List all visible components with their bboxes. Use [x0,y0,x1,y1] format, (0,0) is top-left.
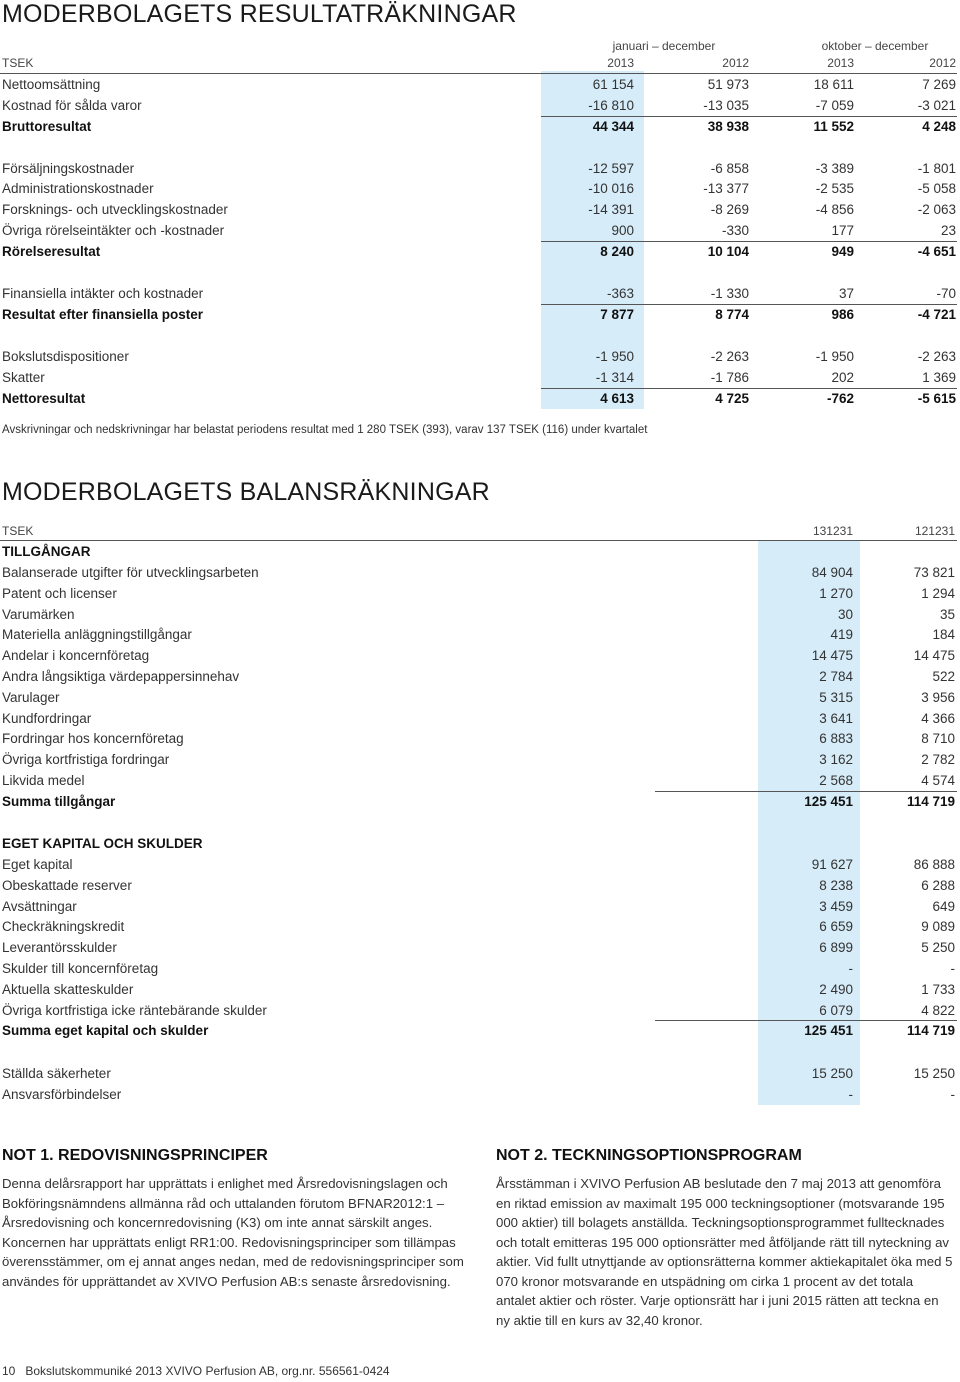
row-value-col-4: -2 263 [917,349,956,364]
row-label: Obeskattade reserver [2,877,132,893]
row-label: Varumärken [2,606,75,622]
row-value-col-1: 900 [611,223,634,238]
asset-row [0,709,960,729]
row-label: Kundfordringar [2,710,92,726]
row-value-col-1: 3 162 [819,752,853,768]
row-value-col-1: 84 904 [811,565,853,580]
row-value-col-4: -3 021 [917,98,956,113]
row-label: Leverantörsskulder [2,940,117,956]
asset-row [0,625,960,645]
row-value-col-2: -6 858 [710,161,749,176]
row-label: Finansiella intäkter och kostnader [2,286,204,301]
row-value-col-1: -12 597 [588,161,634,176]
asset-row [0,667,960,687]
note1-heading: NOT 1. REDOVISNINGSPRINCIPER [2,1147,268,1164]
income-title: MODERBOLAGETS RESULTATRÄKNINGAR [2,0,517,28]
row-label: Materiella anläggningstillgångar [2,627,192,643]
row-label: Summa eget kapital och skulder [2,1023,209,1039]
row-value-col-4: 1 369 [922,370,956,385]
row-value-col-2: 10 104 [707,244,749,259]
row-value-col-4: -5 058 [917,181,956,196]
footer-text: Bokslutskommuniké 2013 XVIVO Perfusion AB, org.nr. 556561-0424 [25,1364,390,1378]
row-label: Övriga rörelseintäkter och -kostnader [2,223,225,238]
liability-row [0,917,960,937]
income-row [0,75,960,95]
row-label: Skulder till koncernföretag [2,961,159,976]
row-value-col-2: 4 574 [921,773,955,788]
row-value-col-4: 7 269 [922,77,956,92]
income-footnote: Avskrivningar och nedskrivningar har belastat periodens resultat med 1 280 TSEK (393), varav 137 TSEK (116) under kvartalet [2,424,648,436]
note1-text: Denna delårsrapport har upprättats i enlighet med Årsredovisningslagen och Bokföringsnämndens allmänna råd och uttalanden förutom BFNAR2012:1 – Årsredovisning och koncernredovisning (K3) om inte annat särskilt anges. Koncernen har upprättats enligt RR1:00. Redovisningsprinciper som tillämpas överensstämmer, om ej annat anges nedan, med de redovisningsprinciper som användes för upprättandet av XVIVO Perfusion AB:s senaste årsredovisning. [2,1176,464,1289]
page-number: 10 [2,1364,16,1378]
row-value-col-3: 37 [838,286,854,301]
page-footer [2,1364,390,1378]
row-value-col-2: 522 [932,669,955,684]
row-value-col-2: -8 269 [710,202,749,217]
row-value-col-1: -363 [606,286,634,301]
income-row [0,347,960,367]
row-value-col-3: -7 059 [815,98,854,113]
row-value-col-1: - [848,961,853,976]
row-value-col-4: -5 615 [917,391,956,406]
row-value-col-3: -3 389 [815,161,854,176]
row-label: Nettoresultat [2,391,86,406]
row-value-col-2: 114 719 [906,1023,955,1039]
asset-row [0,584,960,604]
row-value-col-3: 949 [831,244,854,259]
row-value-col-1: 14 475 [811,648,853,664]
asset-row [0,563,960,583]
subtotal-rule [541,304,957,305]
row-label: Varulager [2,689,60,705]
row-label: Forsknings- och utvecklingskostnader [2,202,228,217]
row-label: Övriga kortfristiga fordringar [2,752,170,768]
row-value-col-3: 202 [831,370,854,385]
row-value-col-2: 8 710 [921,731,955,747]
year-col-3: 2013 [827,56,854,70]
row-value-col-3: -1 950 [815,349,854,364]
liability-row [0,959,960,979]
period-label-full-year: januari – december [612,39,716,53]
other-row [0,1064,960,1084]
row-label: Övriga kortfristiga icke räntebärande skulder [2,1002,267,1018]
row-value-col-2: -330 [721,223,749,238]
row-value-col-1: 8 240 [600,244,634,259]
row-label: Fordringar hos koncernföretag [2,731,184,747]
row-value-col-1: 2 568 [819,773,853,788]
income-row [0,368,960,388]
row-value-col-2: 4 725 [715,391,749,406]
income-row [0,284,960,304]
row-value-col-3: 18 611 [813,77,854,92]
note2-heading: NOT 2. TECKNINGSOPTIONSPROGRAM [496,1147,802,1164]
row-label: Nettoomsättning [2,77,101,92]
row-value-col-1: -16 810 [588,98,634,113]
row-value-col-2: 51 973 [707,77,749,92]
asset-row [0,688,960,708]
row-value-col-1: 2 784 [819,669,853,684]
row-label: Eget kapital [2,857,73,872]
row-value-col-2: - [950,1087,955,1102]
row-value-col-2: 3 956 [921,689,955,705]
row-value-col-1: 125 451 [804,1023,853,1039]
row-value-col-2: 73 821 [913,565,955,580]
note2-text: Årsstämman i XVIVO Perfusion AB beslutade den 7 maj 2013 att genomföra en riktad emission av maximalt 195 000 teckningsoptioner (motsvarande 195 000 aktier) till bolagets anställda. Teckningsoptionsprogrammet fulltecknades och totalt emitteras 195 000 optionsrätter med åtföljande rätt till nyteckning av aktier. Vid fullt utnyttjande av optionsrätterna kommer aktiekapitalet öka med 5 070 kronor motsvarande en utspädning om cirka 1 procent av det totala antalet aktier och röster. Varje optionsrätt har i juni 2015 rätten att teckna en ny aktie till en kurs av 32,40 kronor. [496,1176,953,1328]
liabilities-heading-row [0,834,960,854]
row-label: Andelar i koncernföretag [2,648,150,664]
row-value-col-2: 114 719 [906,793,955,809]
row-label: Patent och licenser [2,585,117,601]
row-value-col-2: 86 888 [913,857,955,872]
row-value-col-3: -2 535 [815,181,854,196]
row-value-col-1: 61 154 [592,77,634,92]
row-value-col-1: 125 451 [804,793,853,809]
row-value-col-4: -4 651 [917,244,956,259]
row-value-col-1: 3 459 [819,898,853,914]
other-row [0,1085,960,1105]
row-label: Balanserade utgifter för utvecklingsarbeten [2,565,259,580]
row-value-col-2: 184 [932,627,955,643]
row-value-col-2: 15 250 [913,1066,955,1081]
income-row [0,179,960,199]
row-value-col-2: 5 250 [921,940,955,956]
asset-row [0,771,960,791]
row-value-col-1: 91 627 [811,857,853,872]
income-row [0,96,960,116]
row-label: Aktuella skatteskulder [2,981,134,997]
year-col-4: 2012 [929,56,956,70]
row-value-col-1: -14 391 [588,202,634,217]
income-row [0,200,960,220]
subtotal-rule [655,1020,957,1021]
row-label: Rörelseresultat [2,244,101,259]
row-value-col-1: 3 641 [819,710,853,726]
liability-row [0,980,960,1000]
liabilities-heading: EGET KAPITAL OCH SKULDER [2,836,203,851]
row-value-col-1: 1 270 [819,585,853,601]
balance-header-rule [0,540,957,541]
income-row [0,305,960,325]
income-unit-label: TSEK [2,56,34,70]
row-value-col-2: -1 786 [710,370,749,385]
row-value-col-4: -70 [936,286,956,301]
row-value-col-3: 11 552 [813,119,854,134]
liability-row [0,1021,960,1041]
row-value-col-2: 6 288 [921,877,955,893]
income-row [0,221,960,241]
row-value-col-3: -762 [826,391,854,406]
balance-unit-label: TSEK [2,524,34,538]
year-col-2: 2012 [722,56,749,70]
row-value-col-3: 177 [831,223,854,238]
asset-row [0,729,960,749]
asset-row [0,605,960,625]
row-value-col-3: -4 856 [815,202,854,217]
row-value-col-1: 6 659 [819,919,853,935]
subtotal-rule [541,388,957,389]
liability-row [0,897,960,917]
assets-heading: TILLGÅNGAR [2,544,91,559]
liability-row [0,1001,960,1021]
asset-row [0,792,960,812]
row-label: Avsättningar [2,898,77,914]
date-col-2: 121231 [914,524,955,538]
row-label: Försäljningskostnader [2,161,135,176]
row-value-col-2: 35 [939,606,955,622]
row-label: Bruttoresultat [2,119,92,134]
row-value-col-2: 14 475 [913,648,955,664]
row-value-col-2: 9 089 [921,919,955,935]
row-label: Checkräkningskredit [2,919,125,935]
subtotal-rule [541,241,957,242]
row-value-col-4: -4 721 [917,307,956,322]
liability-row [0,938,960,958]
asset-row [0,750,960,770]
row-value-col-1: 4 613 [600,391,634,406]
row-value-col-2: -13 377 [703,181,749,196]
row-label: Resultat efter finansiella poster [2,307,204,322]
row-value-col-1: 44 344 [592,119,634,134]
row-value-col-1: 6 899 [819,940,853,956]
row-value-col-4: 4 248 [922,119,956,134]
income-row [0,159,960,179]
balance-column-header [0,521,960,541]
income-row [0,117,960,137]
row-label: Ansvarsförbindelser [2,1087,122,1102]
row-value-col-1: 419 [830,627,853,643]
row-label: Administrationskostnader [2,181,154,196]
row-value-col-1: 6 079 [819,1002,853,1018]
header-rule [0,73,957,74]
assets-heading-row [0,542,960,562]
row-value-col-1: -1 314 [595,370,634,385]
row-value-col-1: -10 016 [588,181,634,196]
row-value-col-2: 4 366 [921,710,955,726]
row-value-col-2: 4 822 [921,1002,955,1018]
row-value-col-4: 23 [940,223,956,238]
row-value-col-1: 5 315 [819,689,853,705]
row-value-col-2: 2 782 [921,752,955,768]
row-value-col-2: -1 330 [710,286,749,301]
row-label: Andra långsiktiga värdepappersinnehav [2,669,240,684]
row-value-col-1: 6 883 [819,731,853,747]
row-label: Kostnad för sålda varor [2,98,142,113]
year-col-1: 2013 [607,56,634,70]
row-value-col-1: - [848,1087,853,1102]
row-value-col-2: 1 733 [921,981,955,997]
row-value-col-2: 1 294 [921,585,955,601]
row-value-col-2: - [950,961,955,976]
row-value-col-1: 7 877 [600,307,634,322]
row-label: Skatter [2,370,45,385]
row-value-col-1: -1 950 [595,349,634,364]
row-value-col-3: 986 [831,307,854,322]
period-label-quarter: oktober – december [821,39,929,53]
row-value-col-2: 8 774 [715,307,749,322]
row-label: Summa tillgångar [2,793,116,809]
asset-row [0,646,960,666]
row-value-col-4: -2 063 [917,202,956,217]
row-value-col-1: 30 [837,606,853,622]
balance-title: MODERBOLAGETS BALANSRÄKNINGAR [2,478,490,506]
income-row [0,242,960,262]
row-value-col-1: 2 490 [819,981,853,997]
income-row [0,389,960,409]
row-value-col-2: 38 938 [707,119,749,134]
liability-row [0,876,960,896]
row-label: Likvida medel [2,773,85,788]
liability-row [0,855,960,875]
row-label: Ställda säkerheter [2,1066,111,1081]
income-column-header [0,53,960,73]
row-value-col-2: -13 035 [703,98,749,113]
subtotal-rule [541,116,957,117]
row-value-col-2: 649 [932,898,955,914]
row-label: Bokslutsdispositioner [2,349,129,364]
subtotal-rule [655,791,957,792]
row-value-col-2: -2 263 [710,349,749,364]
row-value-col-1: 8 238 [819,877,853,893]
row-value-col-4: -1 801 [917,161,956,176]
date-col-1: 131231 [812,524,853,538]
row-value-col-1: 15 250 [811,1066,853,1081]
